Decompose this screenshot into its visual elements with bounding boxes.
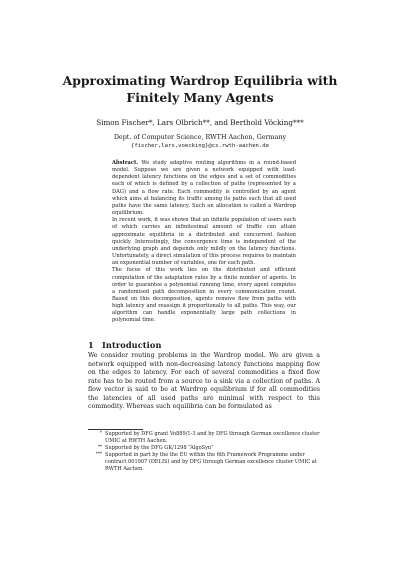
section-title: Introduction: [102, 340, 162, 350]
title-line-1: Approximating Wardrop Equilibria with: [62, 73, 338, 88]
footnote: [88, 452, 320, 473]
introduction-body: [88, 352, 320, 412]
footnote-text: Supported in part by the the EU within the 6th Framework Programme under contract 001907 (DELIS) and by DFG through German excellence cluster UMIC at RWTH Aachen.: [105, 451, 317, 472]
author-emails: {fischer,lars,voecking}@cs.rwth-aachen.de: [130, 142, 270, 149]
footnote-mark: **: [97, 443, 102, 449]
footnote-text: Supported by the DFG GK/1298 “AlgoSyn”: [105, 444, 214, 451]
section-number: 1: [88, 340, 94, 350]
introduction-paragraph: We consider routing problems in the Wardrop model. We are given a network equipped with non-decreasing latency functions mapping flow on the edges to latency. For each of several commodities a fixed flow rate has to be routed from a source to a sink via a collection of paths. A flow vector is said to be at Wardrop equilibrium if for all commodities the latencies of all used paths are minimal with respect to this commodity. Whereas such equilibria can be formulated as: [88, 352, 320, 411]
abstract-paragraph-3: The focus of this work lies on the distributed and efficient computation of the adaptation rules by a finite number of agents. In order to guarantee a polynomial running time, every agent computes a randomised path decomposition in every communication round. Based on this decomposition, agents remove flow from paths with high latency and reassign it proportionally to all paths. This way, our algorithm can handle exponentially large path collections in polynomial time.: [112, 267, 296, 324]
footnote: [88, 445, 320, 452]
abstract-label: Abstract.: [112, 160, 139, 166]
footnotes: [88, 431, 320, 472]
abstract-paragraph-2: In recent work, it was shown that an infinite population of users each of which carries an infinitesimal amount of traffic can attain approximate equilibria in a distributed and concurrent fashion quickly. Interestingly, the convergence time is independent of the underlying graph and depends only mildly on the latency functions. Unfortunately, a direct simulation of this process requires to maintain an exponential number of variables, one for each path.: [112, 217, 296, 267]
title-line-2: Finitely Many Agents: [126, 90, 274, 105]
author-list: Simon Fischer*, Lars Olbrich**, and Berthold Vöcking***: [96, 118, 304, 127]
footnote: [88, 431, 320, 445]
abstract-text-1: We study adaptive routing algorithms in a round-based model. Suppose we are given a network equipped with load-dependent latency functions on the edges and a set of commodities each of which is defined by a collection of paths (represented by a DAG) and a flow rate. Each commodity is controlled by an agent which aims at balancing its traffic among its paths such that all used paths have the same latency. Such an allocation is called a Wardrop equilibrium.: [112, 160, 297, 217]
section-heading: [88, 340, 162, 350]
abstract: [112, 160, 296, 325]
footnote-mark: *: [99, 430, 102, 435]
footnote-mark: ***: [95, 450, 102, 456]
abstract-paragraph-1: [112, 160, 296, 217]
affiliation: [60, 133, 340, 150]
footnote-text: Supported by DFG grant Vo889/1-3 and by DFG through German excellence cluster UMIC at RWTH Aachen.: [105, 431, 320, 444]
affiliation-department: Dept. of Computer Science, RWTH Aachen, Germany: [113, 133, 287, 141]
paper-title: [60, 72, 340, 106]
